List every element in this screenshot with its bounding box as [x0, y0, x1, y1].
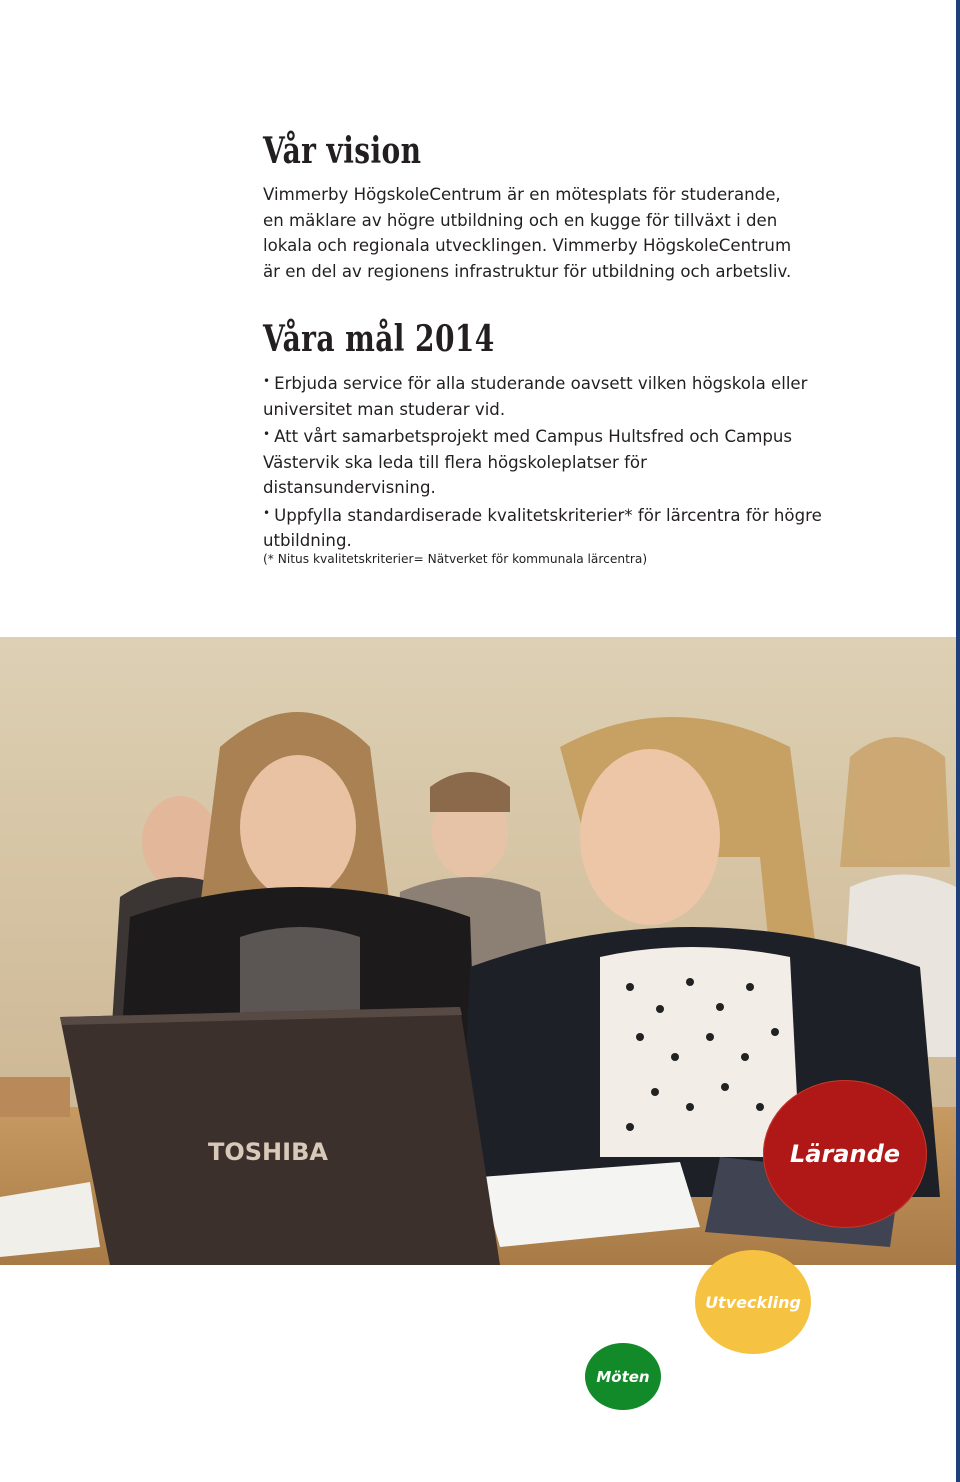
vision-paragraph: Vimmerby HögskoleCentrum är en mötesplats för studerande, en mäklare av högre utbildning och en kugge för tillväxt i den lokala och regionala utvecklingen. Vimmerby HögskoleCentrum är en del av regionens infrastruktur för utbildning och arbetsliv.	[263, 185, 792, 281]
goal-item: • Uppfylla standardiserade kvalitetskriterier* för lärcentra för högre utbildning.	[263, 505, 822, 550]
laptop-brand-label: TOSHIBA	[208, 1138, 328, 1166]
goals-list	[263, 369, 823, 554]
goals-heading: Våra mål 2014	[263, 318, 495, 360]
footnote: (* Nitus kvalitetskriterier= Nätverket för kommunala lärcentra)	[263, 552, 648, 566]
badge-moten: Möten	[585, 1343, 661, 1410]
bullet-icon: •	[263, 374, 271, 388]
goal-item: • Att vårt samarbetsprojekt med Campus Hultsfred och Campus Västervik ska leda till flera högskoleplatser för distansundervisning.	[263, 427, 793, 497]
badge-larande: Lärande	[763, 1080, 927, 1228]
page-edge-line	[956, 0, 960, 1482]
goal-item: • Erbjuda service för alla studerande oavsett vilken högskola eller universitet man studerar vid.	[263, 374, 808, 419]
bullet-icon: •	[263, 427, 271, 441]
vision-heading: Vår vision	[263, 130, 422, 172]
badge-utveckling: Utveckling	[695, 1250, 811, 1354]
bullet-icon: •	[263, 505, 271, 520]
